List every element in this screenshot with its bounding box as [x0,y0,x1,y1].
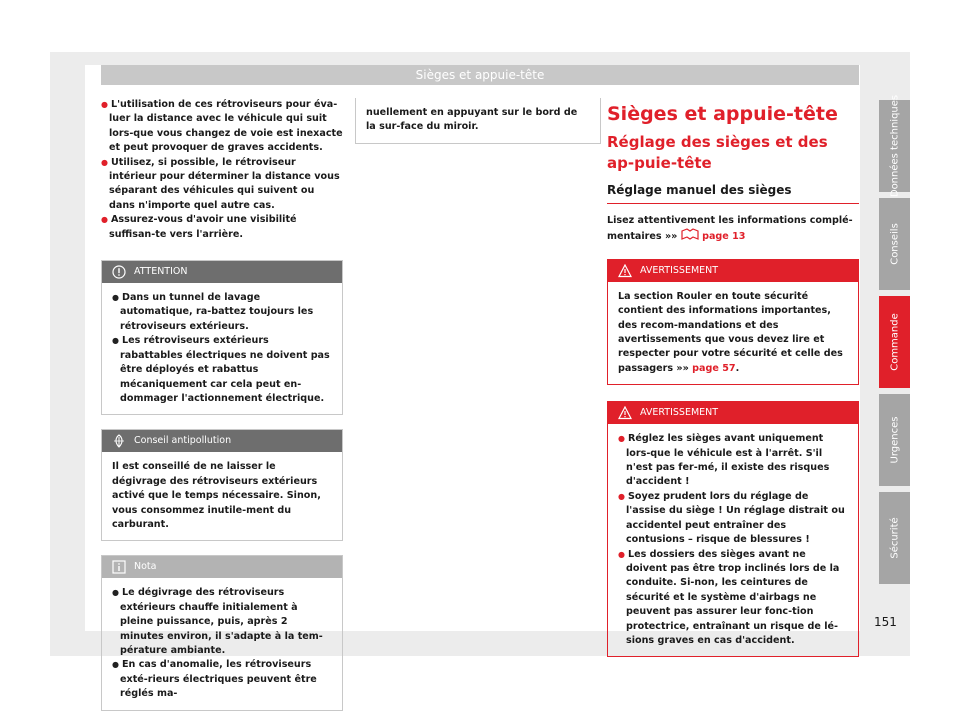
bullet-icon [101,99,111,110]
tab-donnees-techniques[interactable]: Données techniques [879,100,910,192]
eco-tip-body: Il est conseillé de ne laisser le dégivrage des rétroviseurs extérieurs activé que le temps nécessaire. Sinon, vous consommez inutile-ment du carburant. [112,461,321,530]
bullet-icon [112,659,122,670]
attention-title: ATTENTION [134,266,188,278]
bullet-item: ● Soyez prudent lors du réglage de l'assise du siège ! Un réglage distrait ou accidentel peut entraîner des contusions – risque de blessures ! [618,490,848,548]
bullet-icon [101,157,111,168]
note-box-continuation [355,98,601,144]
column-middle [355,98,601,144]
warning-body: La section Rouler en toute sécurité contient des informations importantes, des recom-mandations et des avertissements que vous devez lire et respecter pour votre sécurité et celle des passagers »» page 57. [618,290,843,374]
warning-title: AVERTISSEMENT [640,407,719,419]
attention-header [102,261,342,283]
bullet-item: ● L'utilisation de ces rétroviseurs pour éva-luer la distance avec le véhicule qui suit lors-que vous changez de voie est inexacte et peut provoquer de graves accidents. [101,98,343,156]
column-left [101,98,343,711]
bullet-icon [618,549,628,560]
intro-paragraph: Lisez attentivement les informations complé-mentaires »» page 13 [607,215,853,243]
warning-box [607,401,859,657]
bullet-icon [112,292,122,303]
leaf-icon [112,434,126,448]
warning-triangle-icon [618,264,632,278]
section-title: Sièges et appuie-tête [607,103,838,125]
bullet-item: ● Le dégivrage des rétroviseurs extérieurs chauffe initialement à pleine puissance, puis, après 2 minutes environ, il s'adapte à la tem-pérature ambiante. [112,586,332,658]
page-link[interactable]: page 13 [702,231,746,243]
warning-header [608,402,858,424]
note-body [102,578,342,709]
tab-conseils[interactable]: Conseils [879,198,910,290]
exclamation-circle-icon [112,265,126,279]
tab-urgences[interactable]: Urgences [879,394,910,486]
note-box [101,555,343,710]
attention-box [101,260,343,415]
column-right [607,98,859,657]
page-link[interactable]: page 57 [692,362,736,374]
eco-tip-header [102,430,342,452]
cross-ref-arrows: »» [664,231,678,243]
note-continuation-text: nuellement en appuyant sur le bord de la sur-face du miroir. [366,107,578,133]
tab-commande[interactable]: Commande [879,296,910,388]
bullet-icon [112,587,122,598]
warning-box [607,259,859,385]
bullet-icon [112,335,122,346]
bullet-item: ● Assurez-vous d'avoir une visibilité suffisan-te vers l'arrière. [101,213,343,242]
warning-header [608,260,858,282]
bullet-icon [618,433,628,444]
eco-tip-box [101,429,343,541]
bullet-item: ● Les dossiers des sièges avant ne doivent pas être trop inclinés lors de la conduite. Si-non, les ceintures de sécurité et le système d'airbags ne peuvent pas assurer leur fonc-tion protectrice, entraînant un risque de lé-sions graves en cas d'accident. [618,548,848,649]
bullet-icon [101,214,111,225]
note-header [102,556,342,578]
bullet-item: ● Réglez les sièges avant uniquement lors-que le véhicule est à l'arrêt. S'il n'est pas fer-mé, il existe des risques d'accident ! [618,432,848,490]
warning-body [608,424,858,656]
eco-tip-title: Conseil antipollution [134,435,232,447]
bullet-item: ● En cas d'anomalie, les rétroviseurs exté-rieurs électriques peuvent être réglés ma- [112,658,332,701]
bullet-item: ● Dans un tunnel de lavage automatique, ra-battez toujours les rétroviseurs extérieurs. [112,291,332,334]
tab-securite[interactable]: Sécurité [879,492,910,584]
warning-title: AVERTISSEMENT [640,264,719,276]
cross-ref-arrows: »» [676,362,689,374]
note-title: Nota [134,561,157,573]
bullet-item: ● Les rétroviseurs extérieurs rabattables électriques ne doivent pas être déployés et rabattus mécaniquement car cela peut en-dommager l'actionnement électrique. [112,334,332,406]
section-subtitle: Réglage des sièges et des ap-puie-tête [607,133,828,172]
attention-body [102,283,342,414]
bullet-item: ● Utilisez, si possible, le rétroviseur intérieur pour déterminer la distance vous séparant des véhicules qui suivent ou dans n'importe quel autre cas. [101,156,343,214]
subsection-heading: Réglage manuel des sièges [607,182,859,204]
page-header: Sièges et appuie-tête [101,65,859,85]
warning-triangle-icon [618,406,632,420]
book-reference-icon [681,228,699,240]
info-icon [112,560,126,574]
bullet-icon [618,491,628,502]
page-number: 151 [874,615,897,629]
